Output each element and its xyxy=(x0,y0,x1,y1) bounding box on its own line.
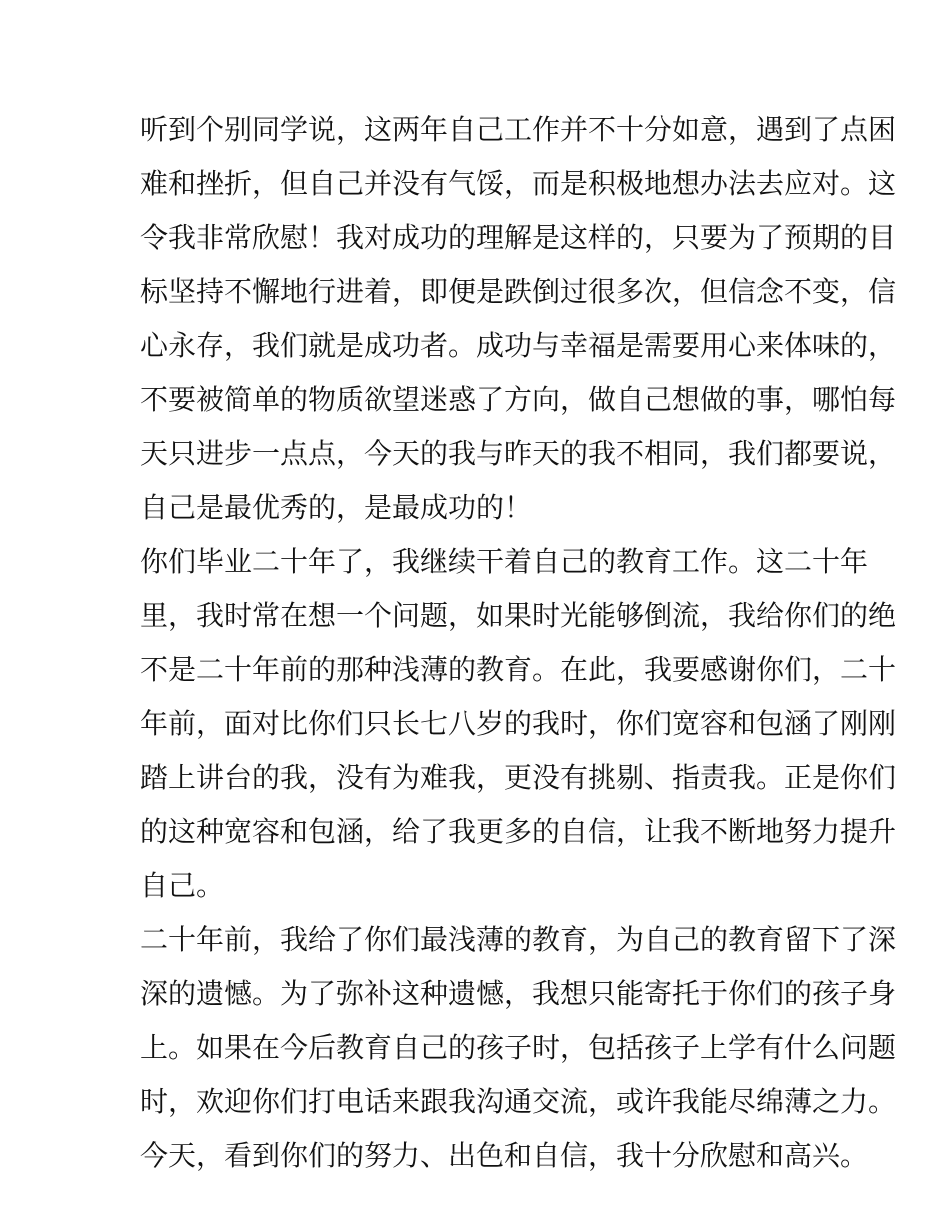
text-line: 心永存，我们就是成功者。成功与幸福是需要用心来体味的， xyxy=(140,329,897,362)
text-line: 听到个别同学说，这两年自己工作并不十分如意，遇到了点困 xyxy=(140,113,897,146)
text-line: 标坚持不懈地行进着，即便是跌倒过很多次，但信念不变，信 xyxy=(140,275,897,308)
text-line: 你们毕业二十年了，我继续干着自己的教育工作。这二十年 xyxy=(140,545,869,578)
text-line: 不是二十年前的那种浅薄的教育。在此，我要感谢你们，二十 xyxy=(140,653,897,686)
text-line: 不要被简单的物质欲望迷惑了方向，做自己想做的事，哪怕每 xyxy=(140,383,897,416)
text-line: 令我非常欣慰！我对成功的理解是这样的，只要为了预期的目 xyxy=(140,221,897,254)
text-line: 深的遗憾。为了弥补这种遗憾，我想只能寄托于你们的孩子身 xyxy=(140,977,897,1010)
text-line: 上。如果在今后教育自己的孩子时，包括孩子上学有什么问题 xyxy=(140,1031,897,1064)
text-line: 天只进步一点点，今天的我与昨天的我不相同，我们都要说， xyxy=(140,437,897,470)
text-line: 里，我时常在想一个问题，如果时光能够倒流，我给你们的绝 xyxy=(140,599,897,632)
text-line: 自己。 xyxy=(140,869,225,902)
text-line: 二十年前，我给了你们最浅薄的教育，为自己的教育留下了深 xyxy=(140,923,897,956)
text-line: 的这种宽容和包涵，给了我更多的自信，让我不断地努力提升 xyxy=(140,815,897,848)
text-line: 自己是最优秀的，是最成功的！ xyxy=(140,491,533,524)
text-line: 今天，看到你们的努力、出色和自信，我十分欣慰和高兴。 xyxy=(140,1139,869,1172)
text-line: 难和挫折，但自己并没有气馁，而是积极地想办法去应对。这 xyxy=(140,167,897,200)
text-line: 踏上讲台的我，没有为难我，更没有挑剔、指责我。正是你们 xyxy=(140,761,897,794)
text-line: 年前，面对比你们只长七八岁的我时，你们宽容和包涵了刚刚 xyxy=(140,707,897,740)
text-line: 时，欢迎你们打电话来跟我沟通交流，或许我能尽绵薄之力。 xyxy=(140,1085,897,1118)
